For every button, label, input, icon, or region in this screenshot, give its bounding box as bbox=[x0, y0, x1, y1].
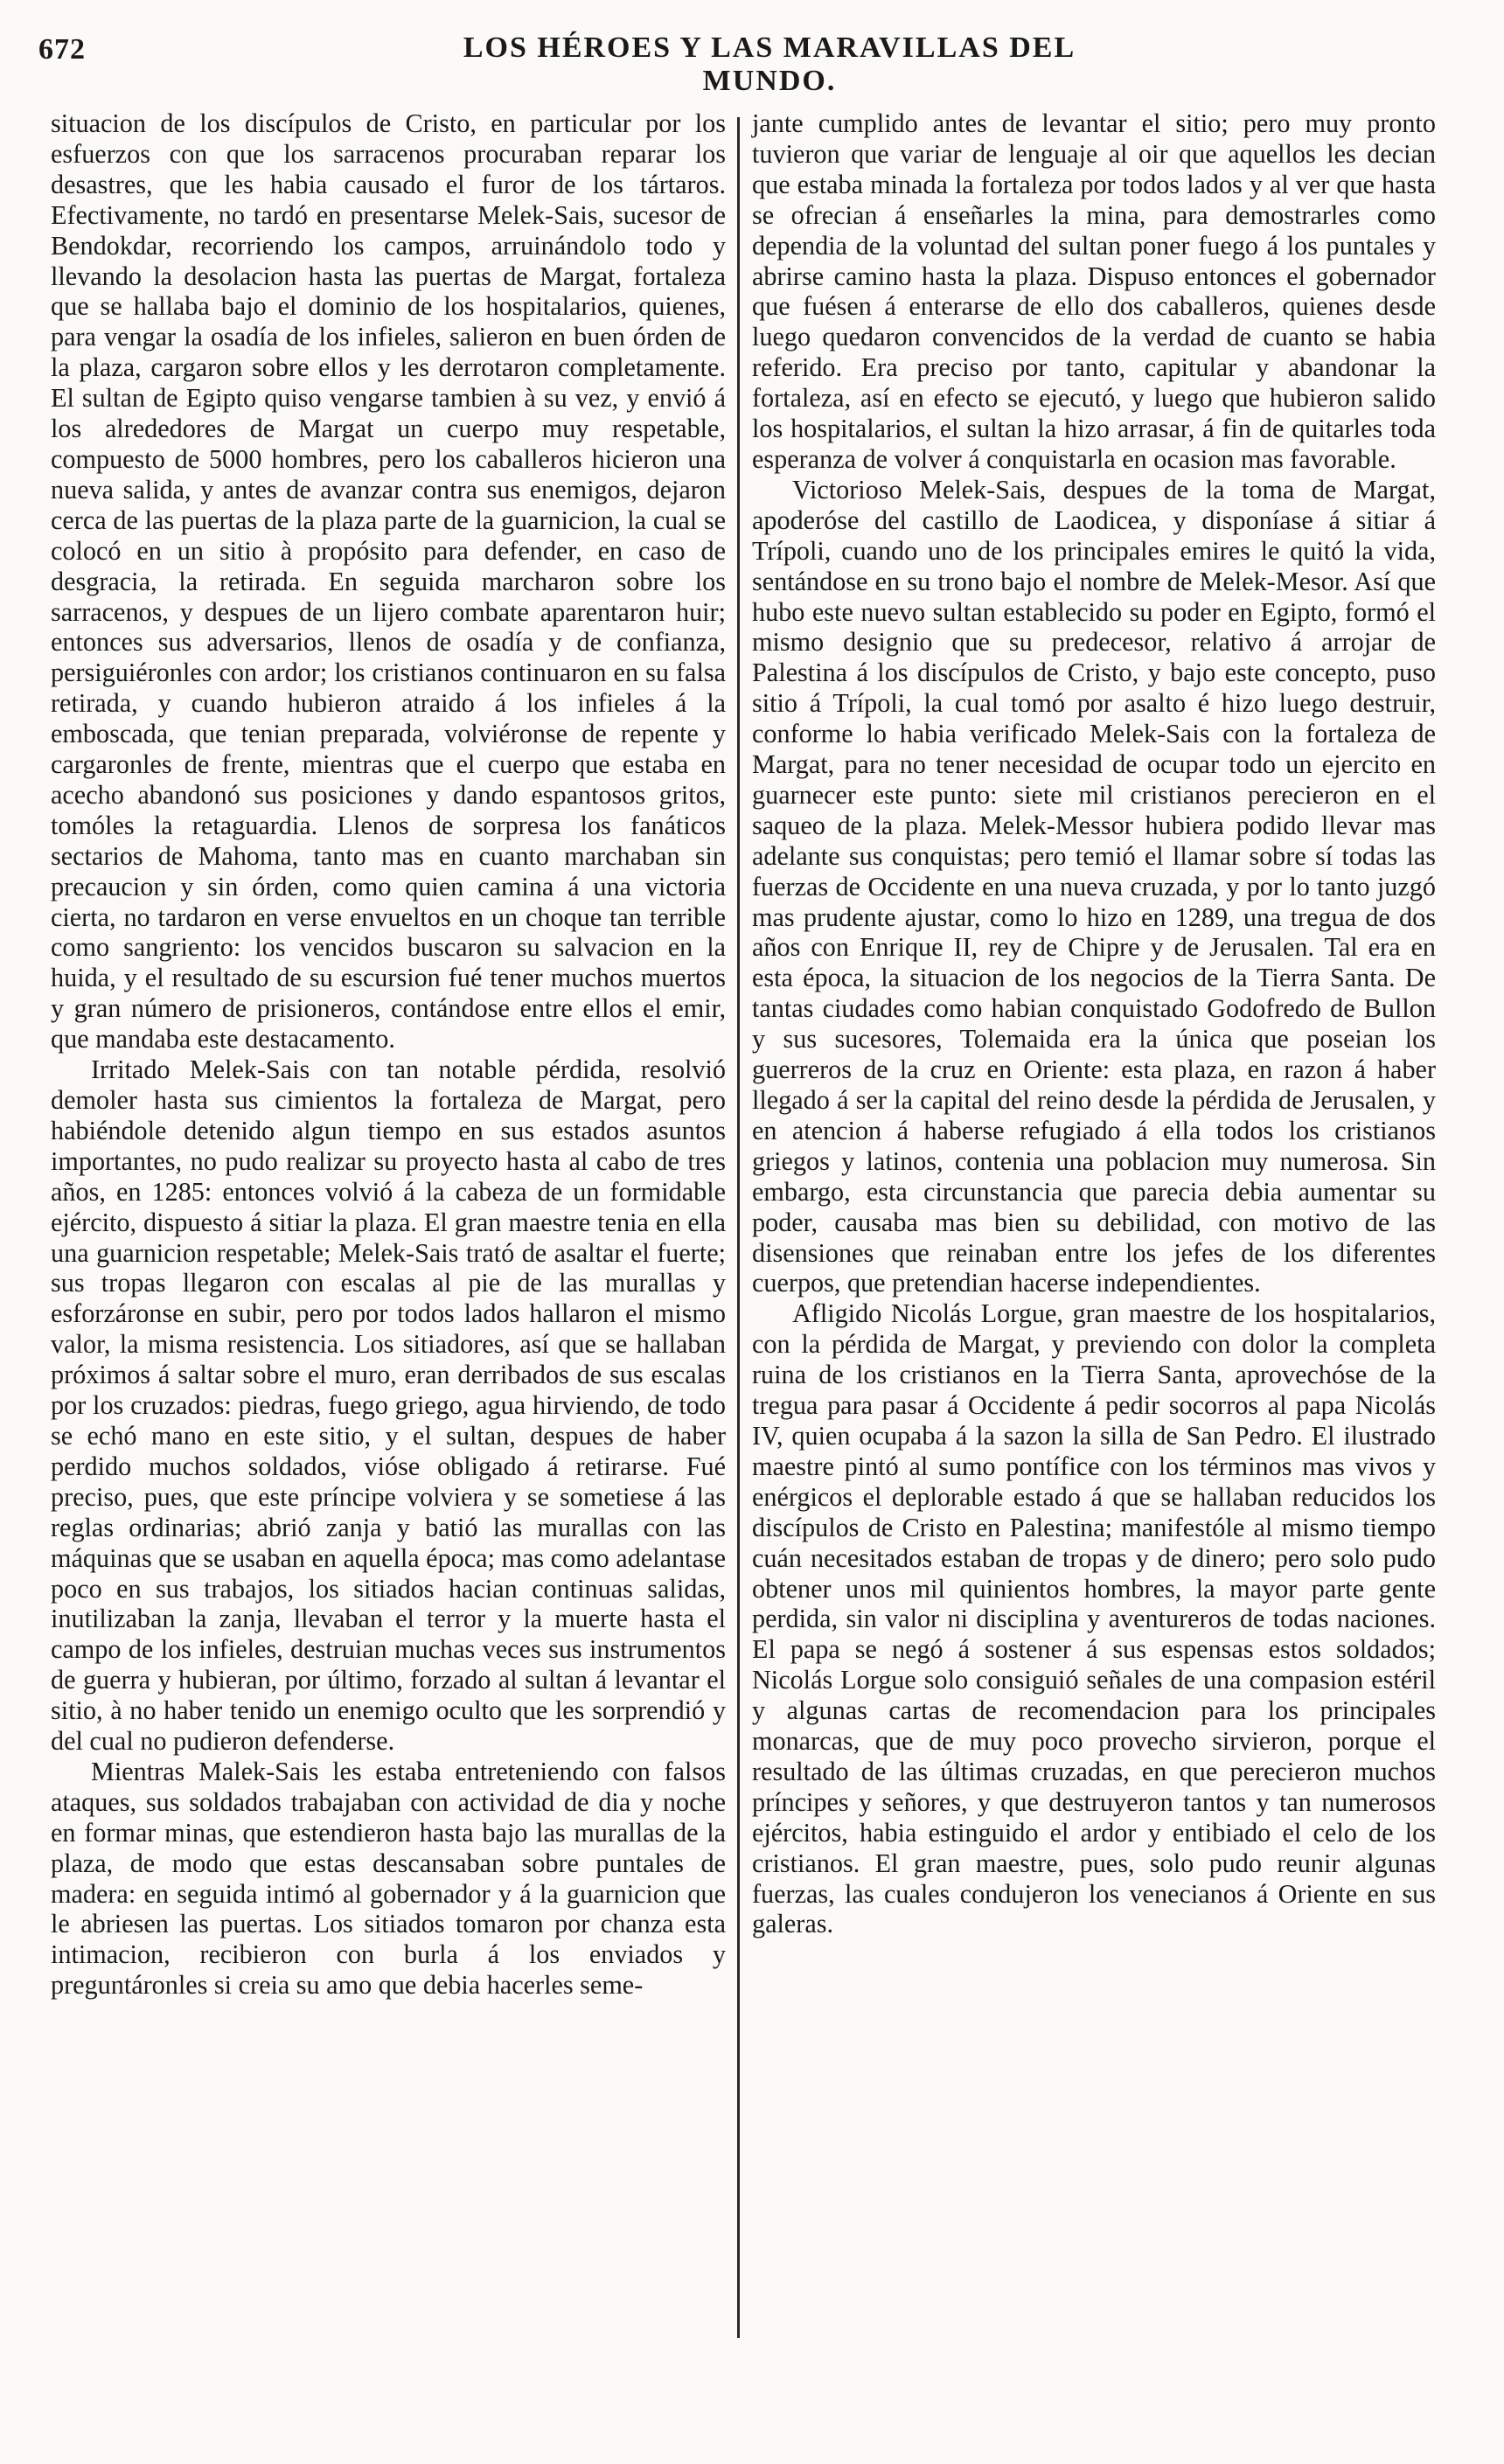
paragraph: jante cumplido antes de levantar el sitio; pero muy pronto tuvieron que variar de lenguaje al oir que aquellos les decian que estaba minada la fortaleza por todos lados y al ver que hasta se ofrecian á enseñarles la mina, para demostrarles como dependia de la voluntad del sultan poner fuego á los puntales y abrirse camino hasta la plaza. Dispuso entonces el gobernador que fuésen á enterarse de ello dos caballeros, quienes desde luego quedaron convencidos de la verdad de cuanto se habia referido. Era preciso por tanto, capitular y abandonar la fortaleza, así en efecto se ejecutó, y luego que hubieron salido los hospitalarios, el sultan la hizo arrasar, á fin de quitarles toda esperanza de volver á conquistarla en ocasion mas favorable. bbox=[752, 108, 1436, 474]
paragraph: Afligido Nicolás Lorgue, gran maestre de los hospitalarios, con la pérdida de Margat, y previendo con dolor la completa ruina de los cristianos en la Tierra Santa, aprovechóse de la tregua para pasar á Occidente á pedir socorros al papa Nicolás IV, quien ocupaba á la sazon la silla de San Pedro. El ilustrado maestre pintó al sumo pontífice con los términos mas vivos y enérgicos el deplorable estado á que se hallaban reducidos los discípulos de Cristo en Palestina; manifestóle al mismo tiempo cuán necesitados estaban de tropas y de dinero; pero solo pudo obtener unos mil quinientos hombres, la mayor parte gente perdida, sin valor ni disciplina y aventureros de todas naciones. El papa se negó á sostener á sus espensas estos soldados; Nicolás Lorgue solo consiguió señales de una compasion estéril y algunas cartas de recomendacion para los principales monarcas, que de muy poco provecho sirvieron, porque el resultado de las últimas cruzadas, en que perecieron muchos príncipes y señores, y que destruyeron tantos y tan numerosos ejércitos, habia estinguido el ardor y entibiado el celo de los cristianos. El gran maestre, pues, solo pudo reunir algunas fuerzas, las cuales condujeron los venecianos á Oriente en sus galeras. bbox=[752, 1298, 1436, 1939]
paragraph: Victorioso Melek-Sais, despues de la toma de Margat, apoderóse del castillo de Laodicea, y disponíase á sitiar á Trípoli, cuando uno de los principales emires le quitó la vida, sentándose en su trono bajo el nombre de Melek-Mesor. Así que hubo este nuevo sultan establecido su poder en Egipto, formó el mismo designio que su predecesor, relativo á arrojar de Palestina á los discípulos de Cristo, y bajo este concepto, puso sitio á Trípoli, la cual tomó por asalto é hizo luego destruir, conforme lo habia verificado Melek-Sais con la fortaleza de Margat, para no tener necesidad de ocupar todo un ejercito en guarnecer este punto: siete mil cristianos perecieron en el saqueo de la plaza. Melek-Messor hubiera podido llevar mas adelante sus conquistas; pero temió el llamar sobre sí todas las fuerzas de Occidente en una nueva cruzada, y por lo tanto juzgó mas prudente ajustar, como lo hizo en 1289, una tregua de dos años con Enrique II, rey de Chipre y de Jerusalen. Tal era en esta época, la situacion de los negocios de la Tierra Santa. De tantas ciudades como habian conquistado Godofredo de Bullon y sus sucesores, Tolemaida era la única que poseian los guerreros de la cruz en Oriente: esta plaza, en razon á haber llegado á ser la capital del reino desde la pérdida de Jerusalen, y en atencion á haberse refugiado á ella todos los cristianos griegos y latinos, contenia una poblacion muy numerosa. Sin embargo, esta circunstancia que parecia debia aumentar su poder, causaba mas bien su debilidad, con motivo de las disensiones que reinaban entre los jefes de los diferentes cuerpos, que pretendian hacerse independientes. bbox=[752, 474, 1436, 1298]
paragraph: Irritado Melek-Sais con tan notable pérdida, resolvió demoler hasta sus cimientos la fortaleza de Margat, pero habiéndole detenido algun tiempo en sus estados asuntos importantes, no pudo realizar su proyecto hasta al cabo de tres años, en 1285: entonces volvió á la cabeza de un formidable ejército, dispuesto á sitiar la plaza. El gran maestre tenia en ella una guarnicion respetable; Melek-Sais trató de asaltar el fuerte; sus tropas llegaron con escalas al pie de las murallas y esforzáronse en subir, pero por todos lados hallaron el mismo valor, la misma resistencia. Los sitiadores, así que se hallaban próximos á saltar sobre el muro, eran derribados de sus escalas por los cruzados: piedras, fuego griego, agua hirviendo, de todo se echó mano en este sitio, y el sultan, despues de haber perdido muchos soldados, vióse obligado á retirarse. Fué preciso, pues, que este príncipe volviera y se sometiese á las reglas ordinarias; abrió zanja y batió las murallas con las máquinas que se usaban en aquella época; mas como adelantase poco en sus trabajos, los sitiados hacian continuas salidas, inutilizaban la zanja, llevaban el terror y la muerte hasta el campo de los infieles, destruian muchas veces sus instrumentos de guerra y hubieran, por último, forzado al sultan á levantar el sitio, à no haber tenido un enemigo oculto que les sorprendió y del cual no pudieron defenderse. bbox=[51, 1055, 726, 1757]
paragraph: Mientras Malek-Sais les estaba entreteniendo con falsos ataques, sus soldados trabajaban con actividad de dia y noche en formar minas, que estendieron hasta bajo las murallas de la plaza, de modo que estas descansaban sobre puntales de madera: en seguida intimó al gobernador y á la guarnicion que le abriesen las puertas. Los sitiados tomaron por chanza esta intimacion, recibieron con burla á los enviados y preguntáronles si creia su amo que debia hacerles seme- bbox=[51, 1756, 726, 2001]
text-column-left bbox=[51, 108, 726, 2001]
column-divider bbox=[737, 117, 740, 2338]
page-header bbox=[0, 0, 1504, 105]
page-number: 672 bbox=[38, 33, 86, 66]
running-title: LOS HÉROES Y LAS MARAVILLAS DEL MUNDO. bbox=[463, 31, 1076, 97]
paragraph: situacion de los discípulos de Cristo, en particular por los esfuerzos con que los sarracenos procuraban reparar los desastres, que les habia causado el furor de los tártaros. Efectivamente, no tardó en presentarse Melek-Sais, sucesor de Bendokdar, recorriendo los campos, arruinándolo todo y llevando la desolacion hasta las puertas de Margat, fortaleza que se hallaba bajo el dominio de los hospitalarios, quienes, para vengar la osadía de los infieles, salieron en buen órden de la plaza, cargaron sobre ellos y les derrotaron completamente. El sultan de Egipto quiso vengarse tambien à su vez, y envió á los alrededores de Margat un cuerpo muy respetable, compuesto de 5000 hombres, pero los caballeros hicieron una nueva salida, y antes de avanzar contra sus enemigos, dejaron cerca de las puertas de la plaza parte de la guarnicion, la cual se colocó en un sitio à propósito para defender, en caso de desgracia, la retirada. En seguida marcharon sobre los sarracenos, y despues de un lijero combate aparentaron huir; entonces sus adversarios, llenos de osadía y de confianza, persiguiéronles con ardor; los cristianos continuaron en su falsa retirada, y cuando hubieron atraido á los infieles á la emboscada, que tenian preparada, volviéronse de repente y cargaronles de frente, mientras que el cuerpo que estaba en acecho abandonó sus posiciones y dando espantosos gritos, tomóles la retaguardia. Llenos de sorpresa los fanáticos sectarios de Mahoma, tanto mas en cuanto marchaban sin precaucion y sin órden, como quien camina á una victoria cierta, no tardaron en verse envueltos en un choque tan terrible como sangriento: los vencidos buscaron su salvacion en la huida, y el resultado de su escursion fué tener muchos muertos y gran número de prisioneros, contándose entre ellos el emir, que mandaba este destacamento. bbox=[51, 108, 726, 1055]
text-column-right bbox=[752, 108, 1436, 1939]
